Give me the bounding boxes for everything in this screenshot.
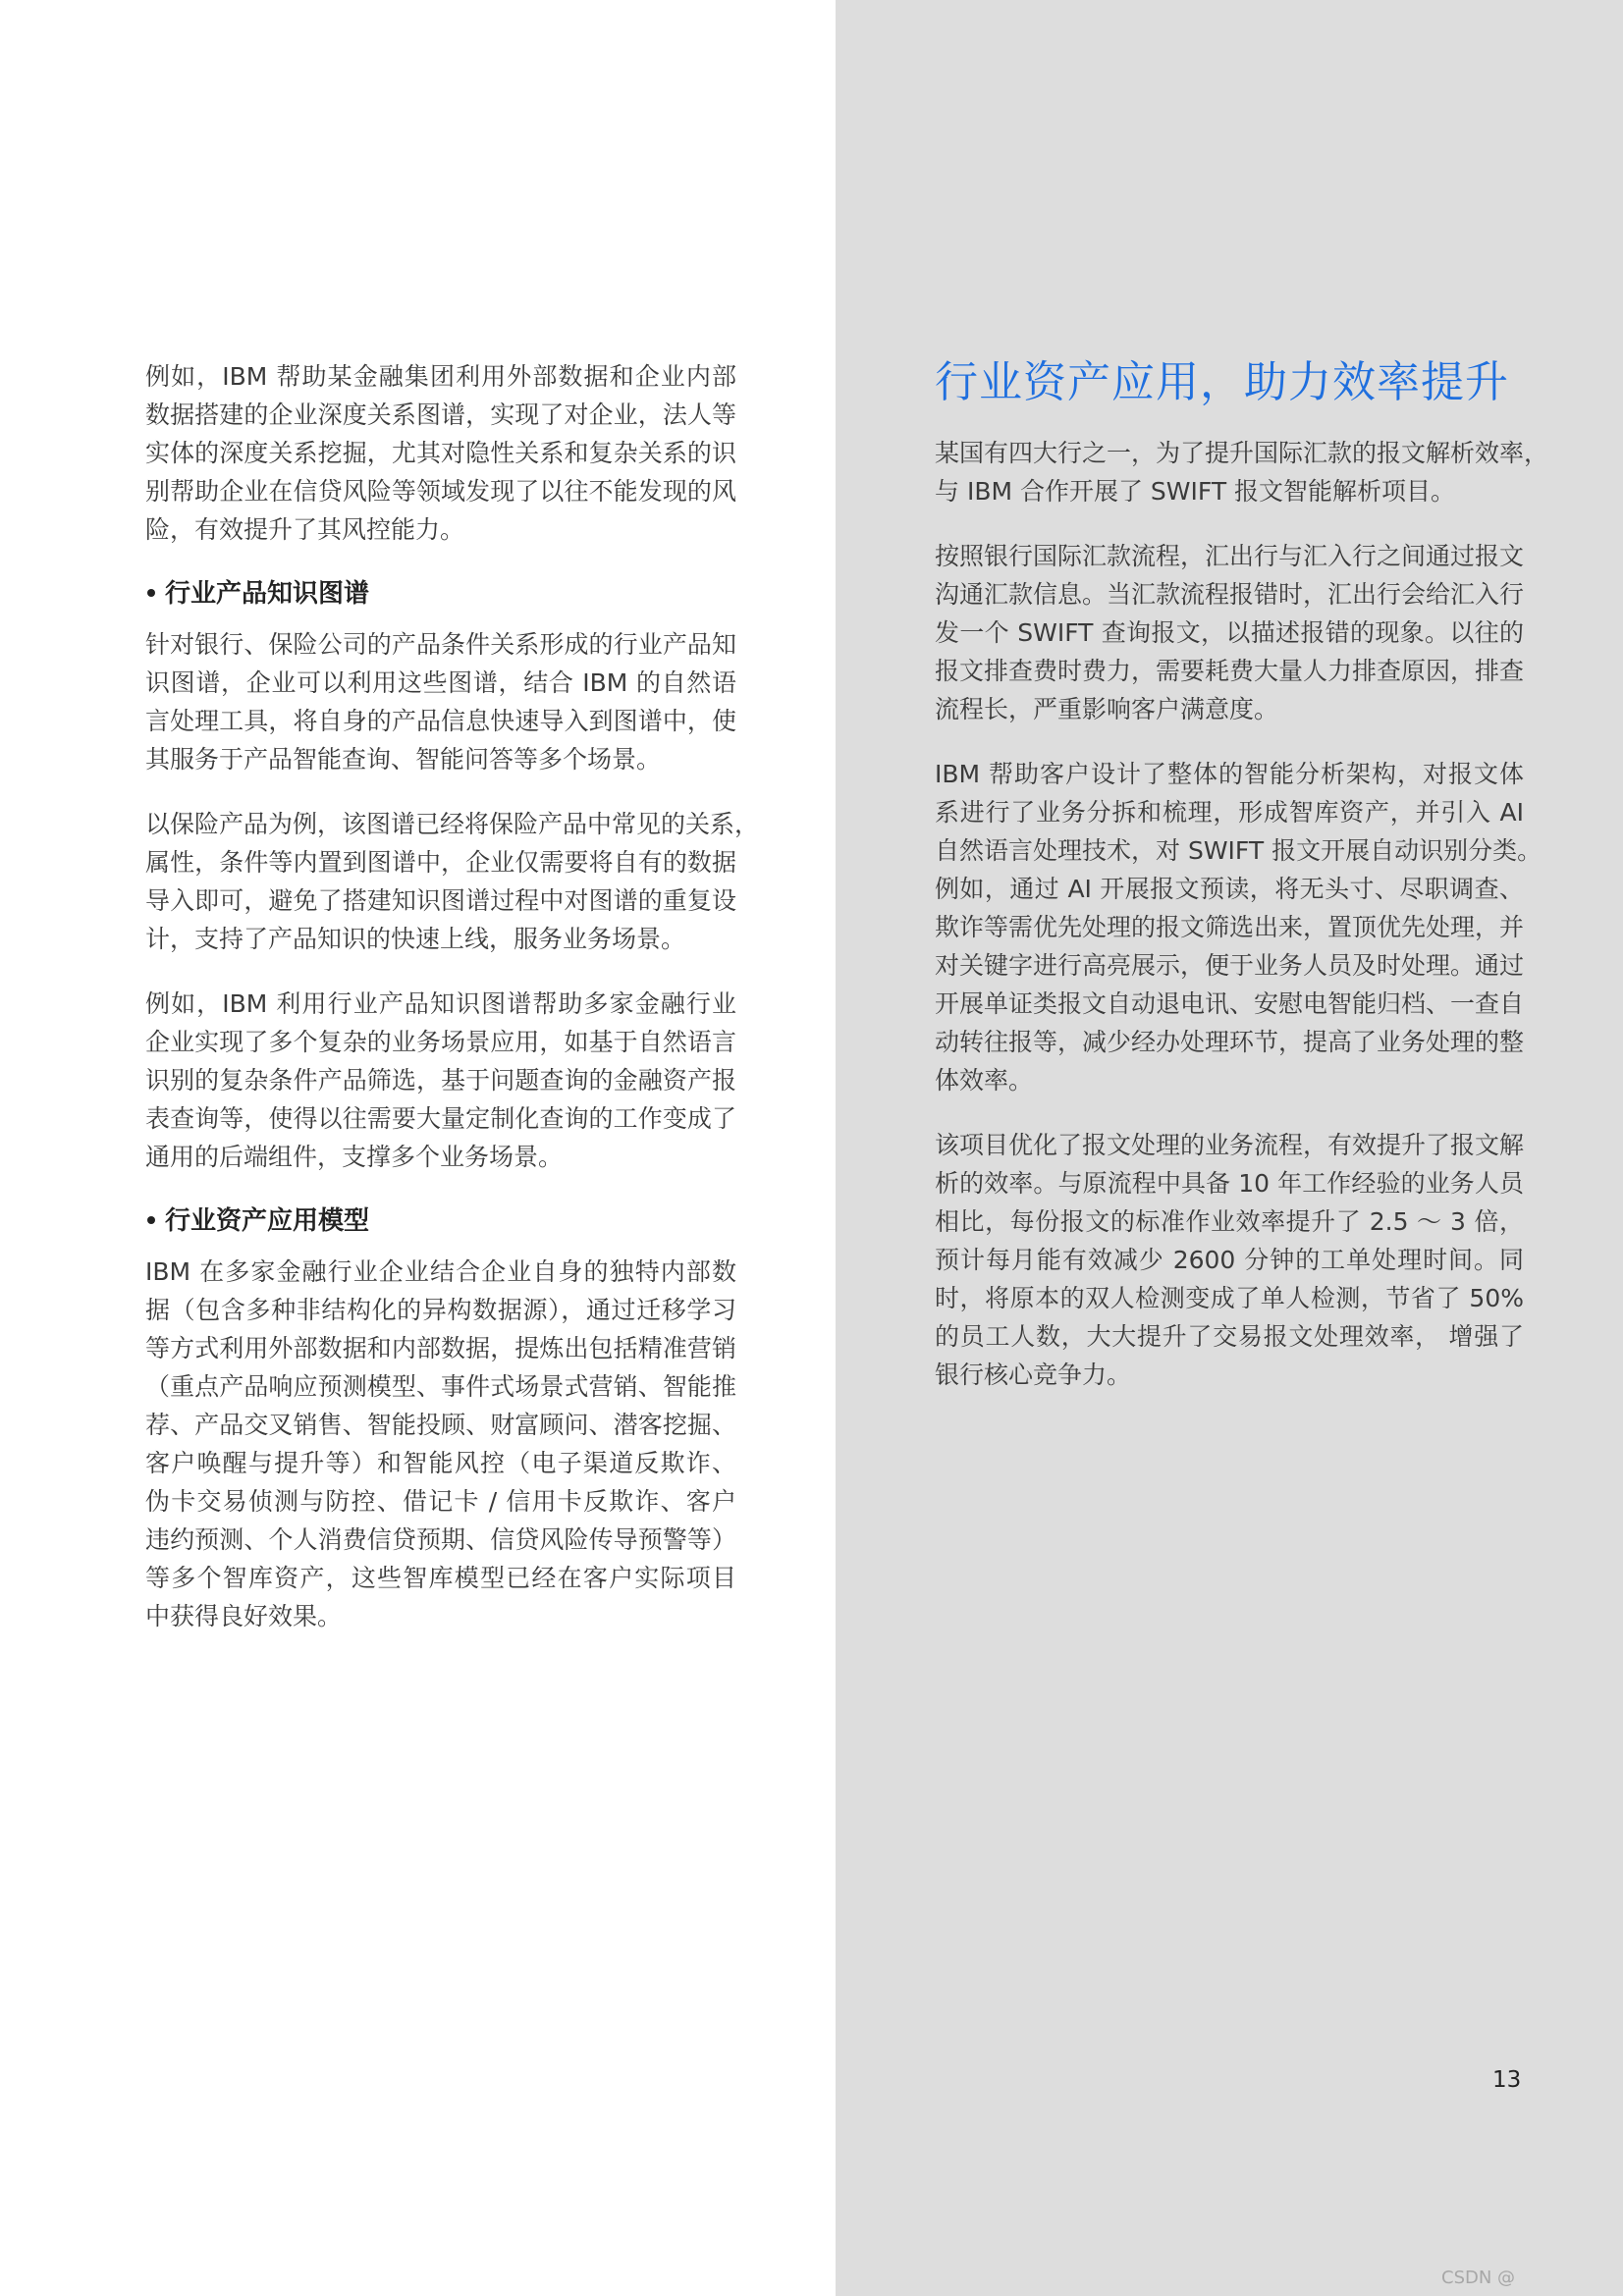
text-line: 计，支持了产品知识的快速上线，服务业务场景。: [145, 925, 686, 953]
text-line: 表查询等，使得以往需要大量定制化查询的工作变成了: [145, 1104, 736, 1133]
text-line: 通用的后端组件，支撑多个业务场景。: [145, 1143, 564, 1171]
text-line: 发一个 SWIFT 查询报文，以描述报错的现象。以往的: [935, 618, 1524, 647]
paragraph: [145, 985, 736, 1176]
text-line: 导入即可，避免了搭建知识图谱过程中对图谱的重复设: [145, 886, 736, 915]
section-heading: [145, 1202, 736, 1241]
text-line: 客户唤醒与提升等）和智能风控（电子渠道反欺诈、: [145, 1449, 736, 1477]
text-line: 险，有效提升了其风控能力。: [145, 515, 465, 544]
text-line: （重点产品响应预测模型、事件式场景式营销、智能推: [145, 1372, 736, 1401]
heading-text: 行业产品知识图谱: [165, 579, 370, 609]
text-line: 言处理工具，将自身的产品信息快速导入到图谱中，使: [145, 707, 736, 735]
paragraph: [935, 434, 1549, 510]
text-line: 欺诈等需优先处理的报文筛选出来，置顶优先处理，并: [935, 913, 1525, 941]
text-line: 例如，IBM 利用行业产品知识图谱帮助多家金融行业: [145, 989, 736, 1018]
left-column: [145, 357, 760, 1662]
text-line: 伪卡交易侦测与防控、借记卡 / 信用卡反欺诈、客户: [145, 1487, 736, 1516]
text-line: 报文排查费时费力，需要耗费大量人力排查原因，排查: [935, 657, 1525, 685]
paragraph: [145, 1253, 736, 1635]
text-line: 自然语言处理技术，对 SWIFT 报文开展自动识别分类。: [935, 836, 1542, 865]
section-title: 行业资产应用，助力效率提升: [935, 357, 1509, 407]
bullet-icon: [147, 1216, 155, 1224]
paragraph: [145, 805, 760, 958]
text-line: 属性，条件等内置到图谱中，企业仅需要将自有的数据: [145, 848, 736, 877]
text-line: 该项目优化了报文处理的业务流程，有效提升了报文解: [935, 1131, 1525, 1159]
text-line: 沟通汇款信息。当汇款流程报错时，汇出行会给汇入行: [935, 580, 1525, 609]
paragraph: [935, 1126, 1524, 1394]
heading-text: 行业资产应用模型: [165, 1206, 370, 1236]
text-line: 预计每月能有效减少 2600 分钟的工单处理时间。同: [935, 1246, 1524, 1274]
text-line: 以保险产品为例，该图谱已经将保险产品中常见的关系，: [145, 810, 760, 838]
text-line: 银行核心竞争力。: [935, 1361, 1132, 1389]
text-line: 例如，IBM 帮助某金融集团利用外部数据和企业内部: [145, 362, 736, 391]
paragraph: [145, 357, 736, 549]
text-line: 别帮助企业在信贷风险等领域发现了以往不能发现的风: [145, 477, 736, 506]
text-line: 开展单证类报文自动退电讯、安慰电智能归档、一查自: [935, 989, 1525, 1018]
text-line: 实体的深度关系挖掘，尤其对隐性关系和复杂关系的识: [145, 439, 736, 467]
section-heading: [145, 575, 736, 614]
text-line: 识别的复杂条件产品筛选，基于问题查询的金融资产报: [145, 1066, 736, 1095]
text-line: 系进行了业务分拆和梳理，形成智库资产，并引入 AI: [935, 798, 1524, 827]
paragraph: [935, 537, 1524, 728]
text-line: 按照银行国际汇款流程，汇出行与汇入行之间通过报文: [935, 542, 1525, 570]
text-line: 企业实现了多个复杂的业务场景应用，如基于自然语言: [145, 1028, 736, 1056]
paragraph: [935, 755, 1542, 1099]
text-line: 时，将原本的双人检测变成了单人检测，节省了 50%: [935, 1284, 1524, 1312]
text-line: 析的效率。与原流程中具备 10 年工作经验的业务人员: [935, 1169, 1524, 1198]
text-line: 违约预测、个人消费信贷预期、信贷风险传导预警等）: [145, 1525, 736, 1554]
text-line: 针对银行、保险公司的产品条件关系形成的行业产品知: [145, 630, 736, 659]
text-line: 中获得良好效果。: [145, 1602, 343, 1630]
watermark: CSDN @: [1441, 2268, 1516, 2288]
text-line: 荐、产品交叉销售、智能投顾、财富顾问、潜客挖掘、: [145, 1411, 736, 1439]
text-line: 的员工人数，大大提升了交易报文处理效率， 增强了: [935, 1322, 1524, 1351]
text-line: 其服务于产品智能查询、智能问答等多个场景。: [145, 745, 662, 774]
page-number: 13: [1492, 2067, 1522, 2093]
text-line: 等多个智库资产，这些智库模型已经在客户实际项目: [145, 1564, 736, 1592]
text-line: 对关键字进行高亮展示，便于业务人员及时处理。通过: [935, 951, 1525, 980]
text-line: 某国有四大行之一，为了提升国际汇款的报文解析效率，: [935, 439, 1549, 467]
right-column: [935, 353, 1549, 1420]
text-line: 等方式利用外部数据和内部数据，提炼出包括精准营销: [145, 1334, 736, 1362]
text-line: 据（包含多种非结构化的异构数据源），通过迁移学习: [145, 1296, 736, 1324]
paragraph: [145, 625, 736, 778]
text-line: 与 IBM 合作开展了 SWIFT 报文智能解析项目。: [935, 477, 1456, 506]
text-line: 动转往报等，减少经办处理环节，提高了业务处理的整: [935, 1028, 1525, 1056]
text-line: 相比，每份报文的标准作业效率提升了 2.5 ～ 3 倍，: [935, 1207, 1524, 1236]
text-line: 识图谱，企业可以利用这些图谱，结合 IBM 的自然语: [145, 668, 736, 697]
text-line: IBM 在多家金融行业企业结合企业自身的独特内部数: [145, 1257, 736, 1286]
text-line: IBM 帮助客户设计了整体的智能分析架构，对报文体: [935, 760, 1524, 788]
text-line: 流程长，严重影响客户满意度。: [935, 695, 1279, 723]
text-line: 体效率。: [935, 1066, 1034, 1095]
text-line: 数据搭建的企业深度关系图谱，实现了对企业，法人等: [145, 400, 736, 429]
bullet-icon: [147, 589, 155, 597]
text-line: 例如，通过 AI 开展报文预读，将无头寸、尽职调查、: [935, 875, 1524, 903]
